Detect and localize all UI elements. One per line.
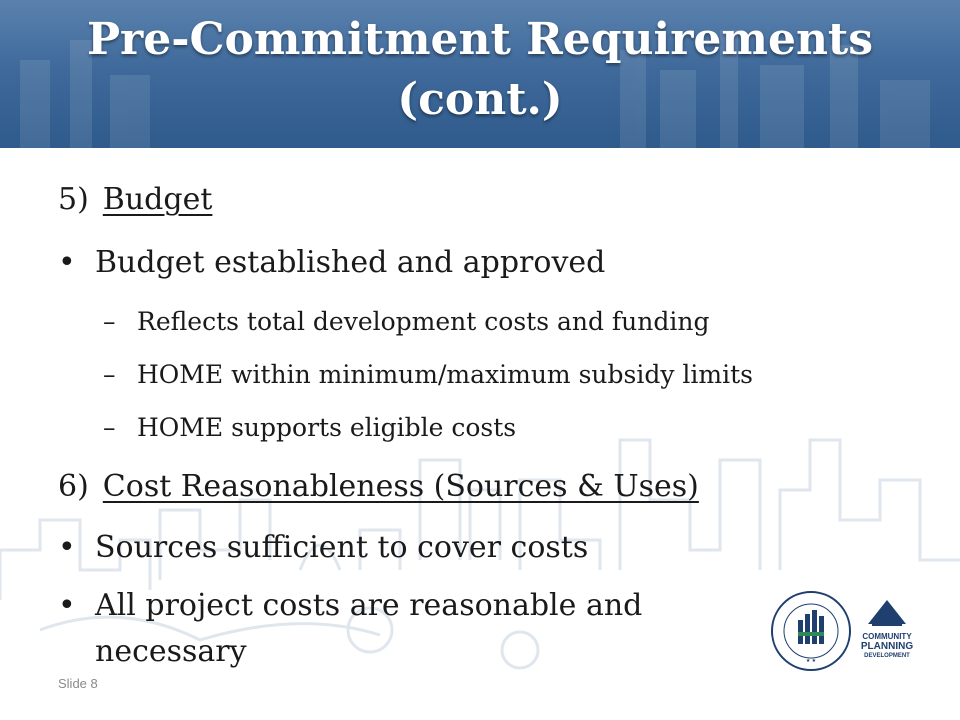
section-5-heading [58, 182, 212, 217]
cpd-line-2: PLANNING [860, 641, 914, 652]
dash-icon: – [103, 413, 116, 442]
sub-bullet-item [103, 413, 516, 442]
bullet-item [58, 530, 588, 565]
sub-bullet-text: HOME within minimum/maximum subsidy limits [137, 360, 753, 389]
title-line-2: (cont.) [397, 74, 563, 125]
sub-bullet-text: Reflects total development costs and funding [137, 307, 710, 336]
bullet-item [58, 245, 605, 280]
cpd-line-3: DEVELOPMENT [864, 653, 910, 659]
sub-bullet-item [103, 307, 710, 336]
bullet-text: Budget established and approved [95, 245, 606, 280]
svg-text:★ ★: ★ ★ [805, 658, 817, 664]
dash-icon: – [103, 360, 116, 389]
section-6-heading [58, 469, 699, 504]
sub-bullet-item [103, 360, 753, 389]
bullet-dot-icon: • [58, 530, 76, 565]
section-5-number: 5) [58, 182, 89, 217]
section-6-title: Cost Reasonableness (Sources & Uses) [102, 469, 699, 504]
bullet-text: Sources sufficient to cover costs [95, 530, 589, 565]
hud-seal-logo [770, 590, 852, 672]
cpd-line-1: COMMUNITY [862, 632, 912, 641]
dash-icon: – [103, 307, 116, 336]
section-5-title: Budget [102, 182, 213, 217]
bullet-continuation: necessary [95, 634, 247, 669]
section-6-number: 6) [58, 469, 89, 504]
slide-number: Slide 8 [58, 676, 98, 691]
bullet-item [58, 588, 642, 623]
bullet-text: All project costs are reasonable and [95, 588, 643, 623]
bullet-dot-icon: • [58, 245, 76, 280]
cpd-logo-text [854, 632, 920, 660]
bullet-dot-icon: • [58, 588, 76, 623]
sub-bullet-text: HOME supports eligible costs [137, 413, 517, 442]
title-line-1: Pre-Commitment Requirements [86, 14, 874, 65]
